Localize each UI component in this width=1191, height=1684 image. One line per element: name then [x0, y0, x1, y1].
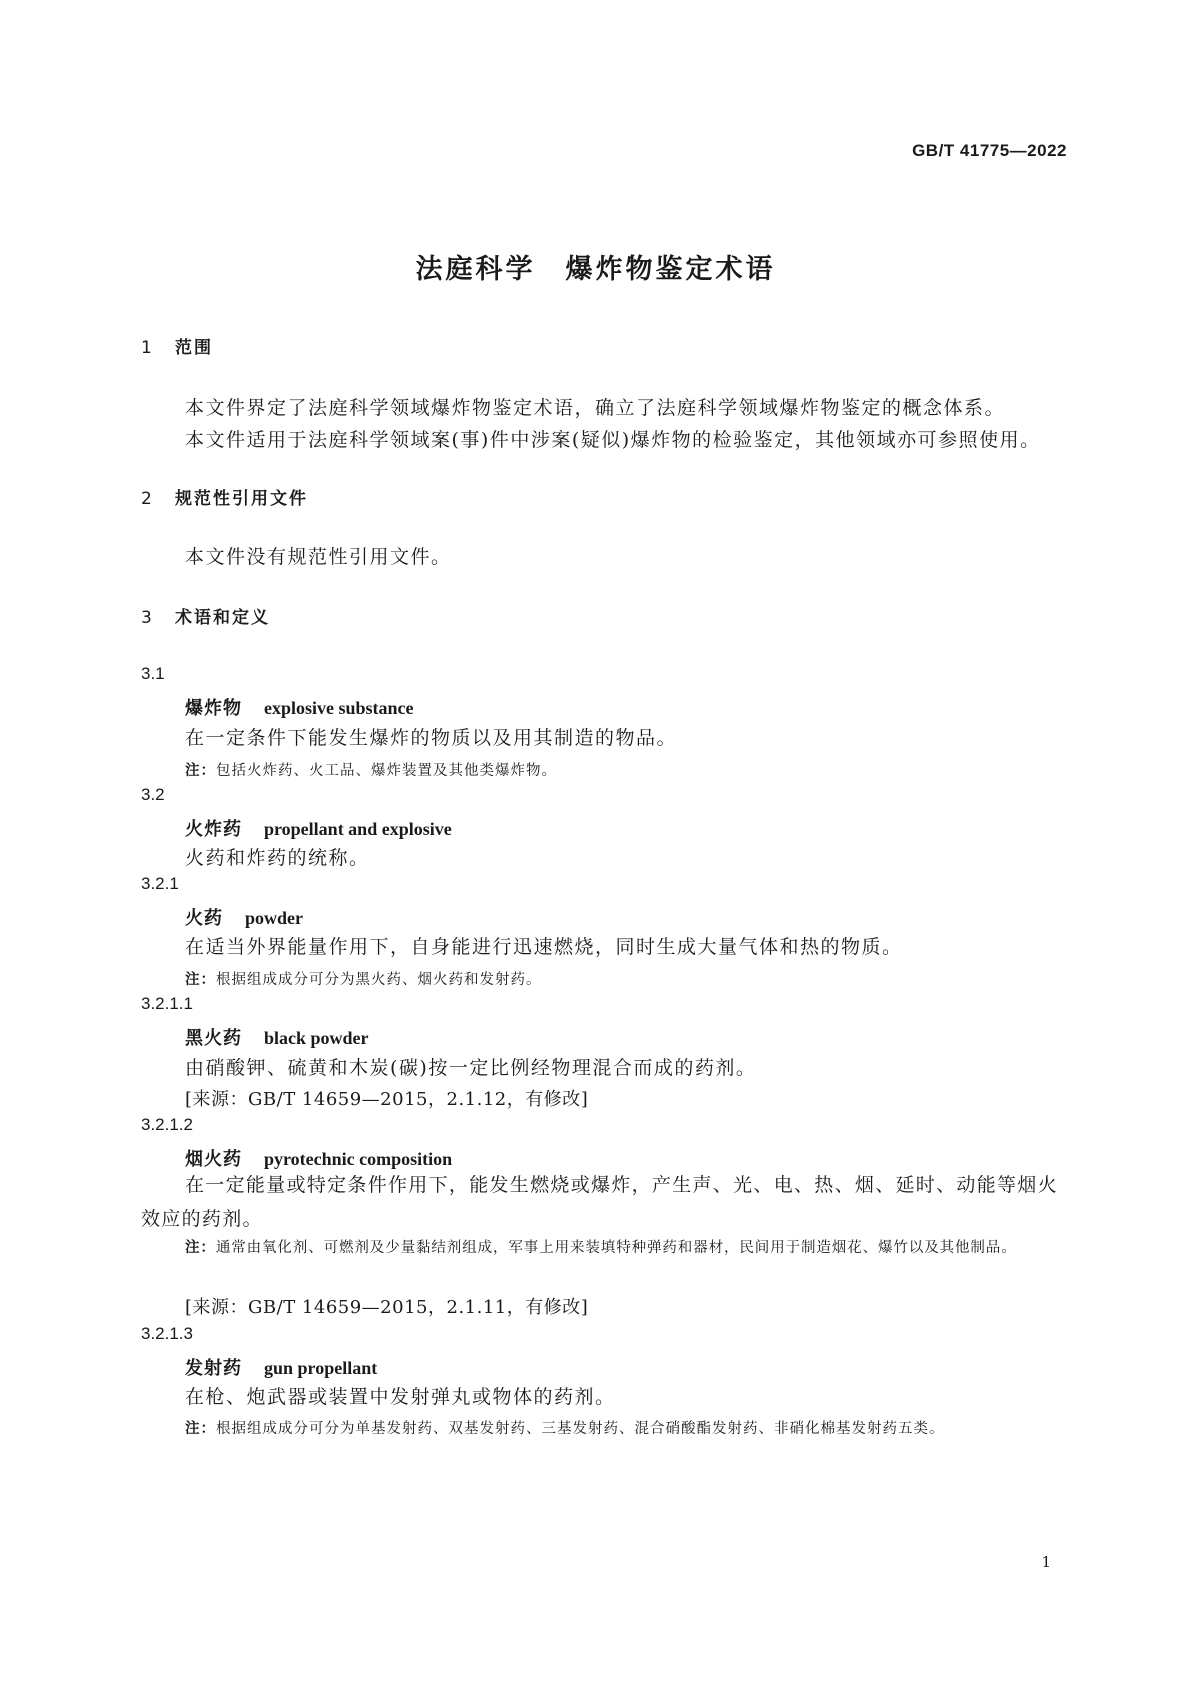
term-note — [185, 968, 542, 989]
term-note — [185, 759, 557, 780]
term-source: [来源：GB/T 14659—2015，2.1.12，有修改] — [185, 1089, 589, 1110]
entry-number: 3.1 — [141, 664, 165, 683]
scope-paragraph: 本文件适用于法庭科学领域案(事)件中涉案(疑似)爆炸物的检验鉴定，其他领域亦可参照使用。 — [185, 429, 1041, 451]
term-definition: 在适当外界能量作用下，自身能进行迅速燃烧，同时生成大量气体和热的物质。 — [185, 936, 903, 958]
term-heading — [185, 1354, 377, 1380]
entry-number: 3.2 — [141, 785, 165, 804]
section-number: 3 — [141, 608, 152, 628]
term-note — [185, 1232, 1098, 1264]
term-chinese: 发射药 — [185, 1358, 242, 1379]
term-english: propellant and explosive — [264, 819, 452, 839]
term-heading — [185, 904, 303, 930]
note-label: 注： — [185, 763, 216, 779]
term-english: explosive substance — [264, 698, 414, 718]
term-chinese: 黑火药 — [185, 1028, 242, 1049]
term-chinese: 火炸药 — [185, 819, 242, 840]
note-label: 注： — [185, 972, 216, 988]
entry-number: 3.2.1.2 — [141, 1115, 193, 1134]
term-note — [185, 1417, 945, 1438]
term-heading — [185, 815, 452, 841]
scope-paragraph: 本文件界定了法庭科学领域爆炸物鉴定术语，确立了法庭科学领域爆炸物鉴定的概念体系。 — [185, 397, 1006, 419]
entry-number: 3.2.1.3 — [141, 1324, 193, 1343]
term-definition: 在枪、炮武器或装置中发射弹丸或物体的药剂。 — [185, 1386, 616, 1408]
term-heading — [185, 1024, 369, 1050]
term-definition: 由硝酸钾、硫黄和木炭(碳)按一定比例经物理混合而成的药剂。 — [185, 1057, 757, 1079]
section-heading-normative-references — [141, 484, 308, 509]
term-source: [来源：GB/T 14659—2015，2.1.11，有修改] — [185, 1297, 589, 1318]
term-chinese: 烟火药 — [185, 1149, 242, 1170]
section-number: 1 — [141, 338, 152, 358]
note-label: 注： — [185, 1421, 216, 1437]
term-definition: 在一定能量或特定条件作用下，能发生燃烧或爆炸，产生声、光、电、热、烟、延时、动能等烟火效应的药剂。 — [141, 1174, 1058, 1230]
term-english: gun propellant — [264, 1358, 378, 1378]
note-text: 通常由氧化剂、可燃剂及少量黏结剂组成，军事上用来装填特种弹药和器材，民间用于制造烟花、爆竹以及其他制品。 — [215, 1240, 1017, 1256]
note-text: 根据组成成分可分为单基发射药、双基发射药、三基发射药、混合硝酸酯发射药、非硝化棉基发射药五类。 — [216, 1421, 945, 1437]
term-definition: 在一定条件下能发生爆炸的物质以及用其制造的物品。 — [185, 727, 678, 749]
term-definition: 火药和炸药的统称。 — [185, 847, 370, 869]
term-english: black powder — [264, 1028, 369, 1048]
term-chinese: 火药 — [185, 908, 223, 929]
section-number: 2 — [141, 489, 152, 509]
entry-number: 3.2.1.1 — [141, 994, 193, 1013]
term-english: powder — [245, 908, 303, 928]
term-heading — [185, 694, 414, 720]
section-title: 范围 — [175, 338, 213, 358]
term-chinese: 爆炸物 — [185, 698, 242, 719]
section-title: 规范性引用文件 — [175, 489, 308, 509]
section-heading-terms — [141, 603, 270, 628]
note-text: 包括火炸药、火工品、爆炸装置及其他类爆炸物。 — [216, 763, 557, 779]
entry-number: 3.2.1 — [141, 874, 179, 893]
section-heading-scope — [141, 333, 213, 358]
note-label: 注： — [185, 1240, 216, 1256]
term-english: pyrotechnic composition — [264, 1149, 453, 1169]
normative-references-paragraph: 本文件没有规范性引用文件。 — [185, 546, 452, 568]
standard-code: GB/T 41775—2022 — [912, 141, 1067, 160]
section-title: 术语和定义 — [175, 608, 270, 628]
page-title: 法庭科学 爆炸物鉴定术语 — [415, 254, 776, 285]
page-number: 1 — [1041, 1553, 1051, 1571]
note-text: 根据组成成分可分为黑火药、烟火药和发射药。 — [216, 972, 542, 988]
